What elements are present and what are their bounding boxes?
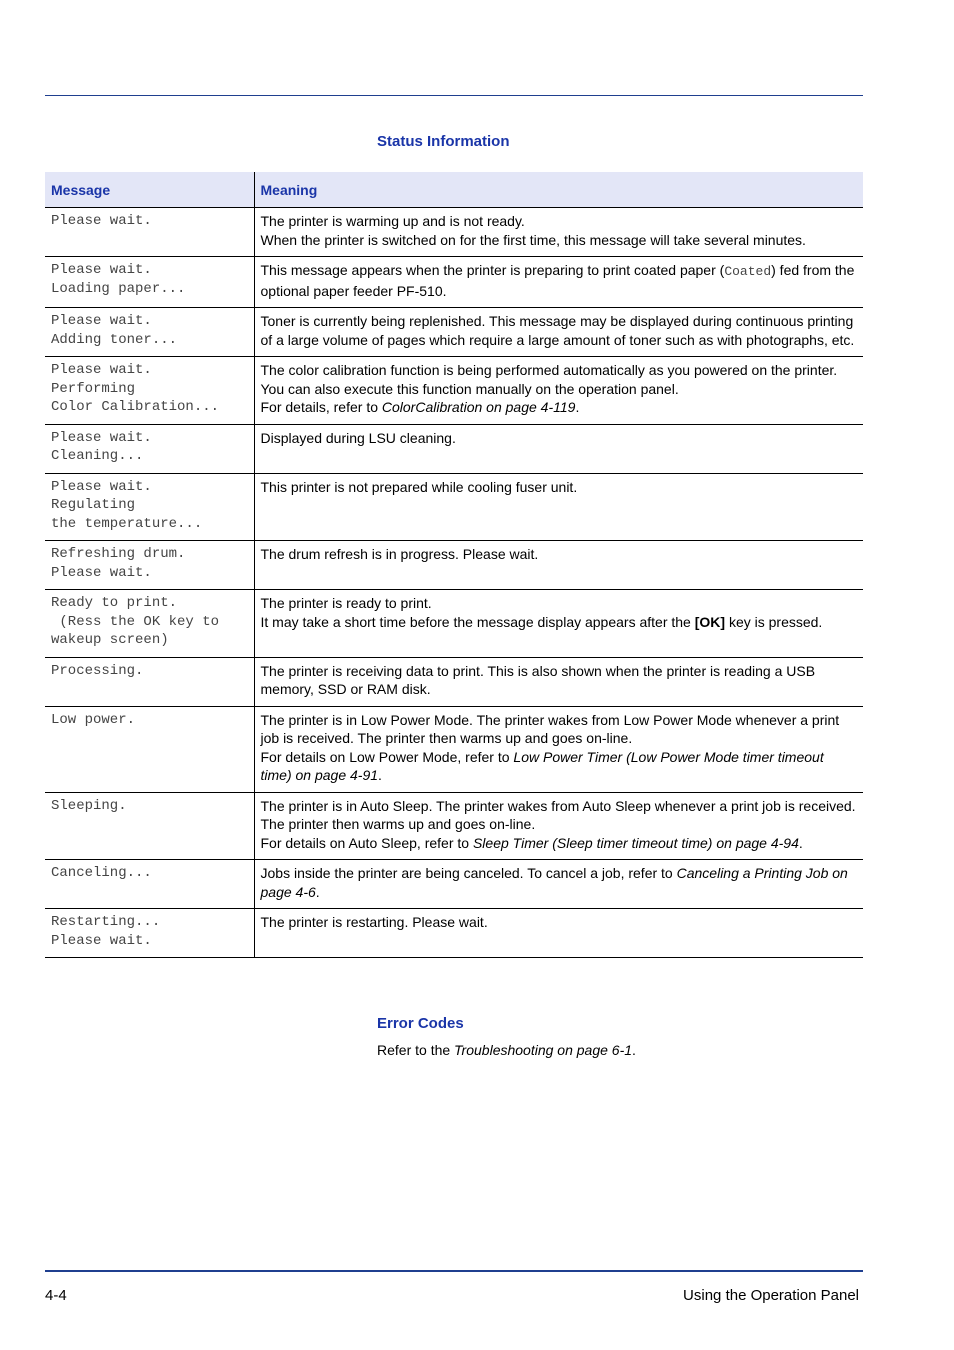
message-line: Cleaning... — [51, 448, 144, 464]
text-run: For details on Auto Sleep, refer to — [260, 834, 473, 851]
page-number: 4-4 — [45, 1287, 67, 1304]
message-line: Loading paper... — [51, 280, 186, 297]
table-row — [45, 257, 863, 308]
message-line: Please wait. — [51, 932, 152, 949]
text-run: For details, refer to — [260, 399, 382, 415]
table-row — [45, 424, 863, 473]
status-meaning — [254, 308, 863, 357]
footer-chapter-title: Using the Operation Panel — [683, 1287, 859, 1304]
text-run: The printer is restarting. Please wait. — [260, 914, 488, 930]
display-text: Coated — [724, 264, 772, 279]
text-run: . — [315, 883, 320, 900]
text-run: When the printer is switched on for the first time, this message will take several minutes. — [260, 231, 806, 248]
status-message — [45, 792, 254, 860]
status-table-body — [45, 208, 863, 958]
message-line: Please wait. — [51, 213, 152, 229]
status-meaning — [254, 257, 863, 308]
status-meaning — [254, 909, 863, 958]
status-meaning — [254, 657, 863, 706]
text-run: Toner is currently being replenished. This message may be displayed during continuous printing of a large volume of pages which require a large amount of toner such as with photographs, etc. — [260, 313, 855, 348]
text-run: . — [575, 399, 580, 415]
status-message — [45, 909, 254, 958]
text-run: . — [378, 767, 382, 783]
column-header-message: Message — [45, 172, 254, 208]
meaning-paragraph — [261, 212, 858, 231]
status-meaning — [254, 424, 863, 473]
text-run: ) fed from the optional paper feeder PF-510. — [260, 262, 855, 299]
meaning-paragraph — [261, 613, 858, 632]
status-message — [45, 860, 254, 909]
meaning-paragraph — [261, 478, 858, 497]
status-message — [45, 590, 254, 658]
message-line: Color Calibration... — [51, 399, 220, 415]
status-message — [45, 706, 254, 792]
meaning-paragraph — [261, 231, 858, 250]
status-table-header-row — [45, 172, 863, 208]
table-row — [45, 860, 863, 909]
message-line: Adding toner... — [51, 331, 178, 348]
cross-reference-link[interactable]: Sleep Timer (Sleep timer timeout time) on page 4-94 — [472, 834, 799, 851]
cross-reference-link[interactable]: Canceling a Printing Job on page 4-6 — [260, 865, 848, 900]
table-row — [45, 308, 863, 357]
key-name: [OK] — [694, 613, 726, 630]
table-row — [45, 357, 863, 425]
status-meaning — [254, 860, 863, 909]
table-row — [45, 657, 863, 706]
cross-reference-link[interactable]: Troubleshooting on page 6-1 — [454, 1042, 633, 1058]
message-line: Refreshing drum. — [51, 546, 186, 562]
text-run: . — [632, 1042, 636, 1058]
text-run: The drum refresh is in progress. Please wait. — [260, 546, 539, 562]
footer-rule — [45, 1270, 863, 1272]
text-run: key is pressed. — [725, 613, 823, 630]
status-message — [45, 308, 254, 357]
message-line: Canceling... — [51, 865, 152, 881]
meaning-paragraph — [261, 662, 858, 699]
meaning-paragraph — [261, 797, 858, 834]
message-line: Low power. — [51, 711, 136, 728]
message-line: Performing — [51, 380, 136, 397]
cross-reference-link[interactable]: ColorCalibration on page 4-119 — [381, 399, 576, 415]
text-run: The printer is receiving data to print. This is also shown when the printer is reading a USB memory, SSD or RAM disk. — [260, 662, 816, 697]
text-run: This message appears when the printer is preparing to print coated paper ( — [260, 262, 725, 278]
status-meaning — [254, 208, 863, 257]
table-row — [45, 909, 863, 958]
text-run: The printer is ready to print. — [260, 595, 432, 611]
status-message — [45, 541, 254, 590]
text-run: The color calibration function is being performed automatically as you powered on the printer. You can also execute this function manually on the operation panel. — [260, 362, 838, 397]
meaning-paragraph — [261, 398, 858, 417]
text-run: This printer is not prepared while cooling fuser unit. — [260, 478, 578, 495]
status-meaning — [254, 473, 863, 541]
status-meaning — [254, 541, 863, 590]
meaning-paragraph — [261, 594, 858, 613]
message-line: Please wait. — [51, 429, 152, 446]
meaning-paragraph — [261, 312, 858, 349]
table-row — [45, 208, 863, 257]
status-meaning — [254, 706, 863, 792]
status-message — [45, 357, 254, 425]
status-information-heading: Status Information — [377, 133, 510, 150]
message-line: Sleeping. — [51, 797, 127, 814]
message-line: Restarting... — [51, 914, 161, 930]
status-message — [45, 257, 254, 308]
text-run: For details on Low Power Mode, refer to — [260, 748, 514, 765]
text-run: Displayed during LSU cleaning. — [260, 429, 456, 446]
column-header-meaning: Meaning — [254, 172, 863, 208]
meaning-paragraph — [261, 545, 858, 564]
meaning-paragraph — [261, 834, 858, 853]
table-row — [45, 590, 863, 658]
status-meaning — [254, 590, 863, 658]
table-row — [45, 541, 863, 590]
message-line: Regulating — [51, 497, 136, 513]
status-message — [45, 424, 254, 473]
meaning-paragraph — [261, 711, 858, 748]
message-line: Please wait. — [51, 313, 152, 329]
status-meaning — [254, 792, 863, 860]
message-line: the temperature... — [51, 515, 203, 532]
text-run: It may take a short time before the message display appears after the — [260, 613, 695, 630]
text-run: Refer to the — [377, 1042, 455, 1058]
text-run: . — [798, 834, 803, 851]
table-row — [45, 792, 863, 860]
table-row — [45, 706, 863, 792]
message-line: Ready to print. — [51, 595, 178, 611]
text-run: The printer is in Low Power Mode. The printer wakes from Low Power Mode whenever a print job is received. The printer then warms up and goes on-line. — [260, 711, 840, 746]
meaning-paragraph — [261, 361, 858, 398]
message-line: Processing. — [51, 662, 144, 679]
message-line: Please wait. — [51, 362, 152, 378]
error-codes-heading: Error Codes — [377, 1015, 464, 1032]
error-codes-text — [377, 1042, 636, 1058]
message-line: Please wait. — [51, 478, 152, 495]
text-run: Jobs inside the printer are being canceled. To cancel a job, refer to — [260, 865, 677, 881]
status-message — [45, 657, 254, 706]
meaning-paragraph — [261, 429, 858, 448]
table-row — [45, 473, 863, 541]
message-line: (Ress the OK key to — [51, 613, 220, 630]
text-run: The printer is in Auto Sleep. The printer wakes from Auto Sleep whenever a print job is received. The printer then warms up and goes on-line. — [260, 797, 856, 832]
status-message — [45, 473, 254, 541]
meaning-paragraph — [261, 261, 858, 300]
status-message — [45, 208, 254, 257]
meaning-paragraph — [261, 748, 858, 785]
text-run: The printer is warming up and is not ready. — [260, 213, 525, 229]
message-line: Please wait. — [51, 262, 152, 278]
status-meaning — [254, 357, 863, 425]
meaning-paragraph — [261, 913, 858, 932]
header-rule — [45, 95, 863, 96]
status-table — [45, 172, 863, 958]
message-line: wakeup screen) — [51, 632, 169, 648]
meaning-paragraph — [261, 864, 858, 901]
cross-reference-link[interactable]: Low Power Timer (Low Power Mode timer timeout time) on page 4-91 — [260, 748, 824, 783]
message-line: Please wait. — [51, 564, 152, 581]
